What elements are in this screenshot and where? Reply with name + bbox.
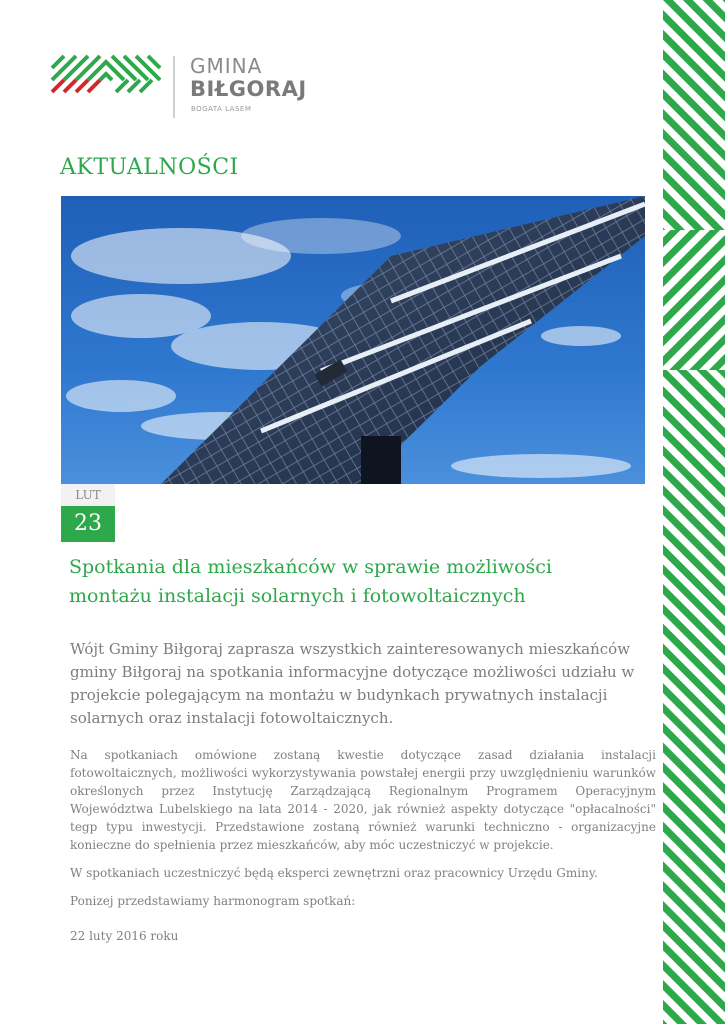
article-lead: Wójt Gminy Biłgoraj zaprasza wszystkich zainteresowanych mieszkańców gminy Biłgoraj na spotkania informacyjne dotyczące możliwości udziału w projekcie polegającym na montażu w budynkach prywatnych instalacji solarnych oraz instalacji fotowoltaicznych.: [70, 640, 635, 727]
logo-chevrons-icon: [50, 52, 162, 96]
schedule-date: 22 luty 2016 roku: [70, 929, 179, 943]
decorative-stripe: [663, 0, 725, 1024]
article-paragraph: Ponizej przedstawiamy harmonogram spotkań:: [70, 894, 356, 908]
article-paragraph: W spotkaniach uczestniczyć będą eksperci zewnętrzni oraz pracownicy Urzędu Gminy.: [70, 866, 598, 880]
article-headline[interactable]: Spotkania dla mieszkańców w sprawie możliwości montażu instalacji solarnych i fotowoltaicznych: [69, 556, 552, 607]
article-paragraph: Na spotkaniach omówione zostaną kwestie dotyczące zasad działania instalacji fotowoltaicznych, możliwości wykorzystywania powstałej energii przy uwzględnieniu warunków określonych przez Instytucję Zarządzającą Regionalnym Programem Operacyjnym Województwa Lubelskiego na lata 2014 - 2020, jak również aspekty dotyczące "opłacalności" tegp typu inwestycji. Przedstawione zostaną również warunki techniczno - organizacyjne konieczne do spełnienia przez mieszkańców, aby móc uczestniczyć w projekcie.: [70, 748, 656, 852]
gmina-logo[interactable]: [50, 52, 320, 122]
solar-panels-photo-icon: [61, 196, 645, 484]
logo-name-text: BIŁGORAJ: [190, 77, 307, 101]
date-day: 23: [61, 506, 115, 542]
logo-gmina-text: GMINA: [190, 54, 263, 78]
logo-tagline: BOGATA LASEM: [191, 105, 252, 113]
logo-divider: [173, 56, 175, 118]
article-hero-image[interactable]: [61, 196, 645, 484]
date-month: LUT: [61, 484, 115, 506]
section-title: AKTUALNOŚCI: [60, 155, 239, 180]
